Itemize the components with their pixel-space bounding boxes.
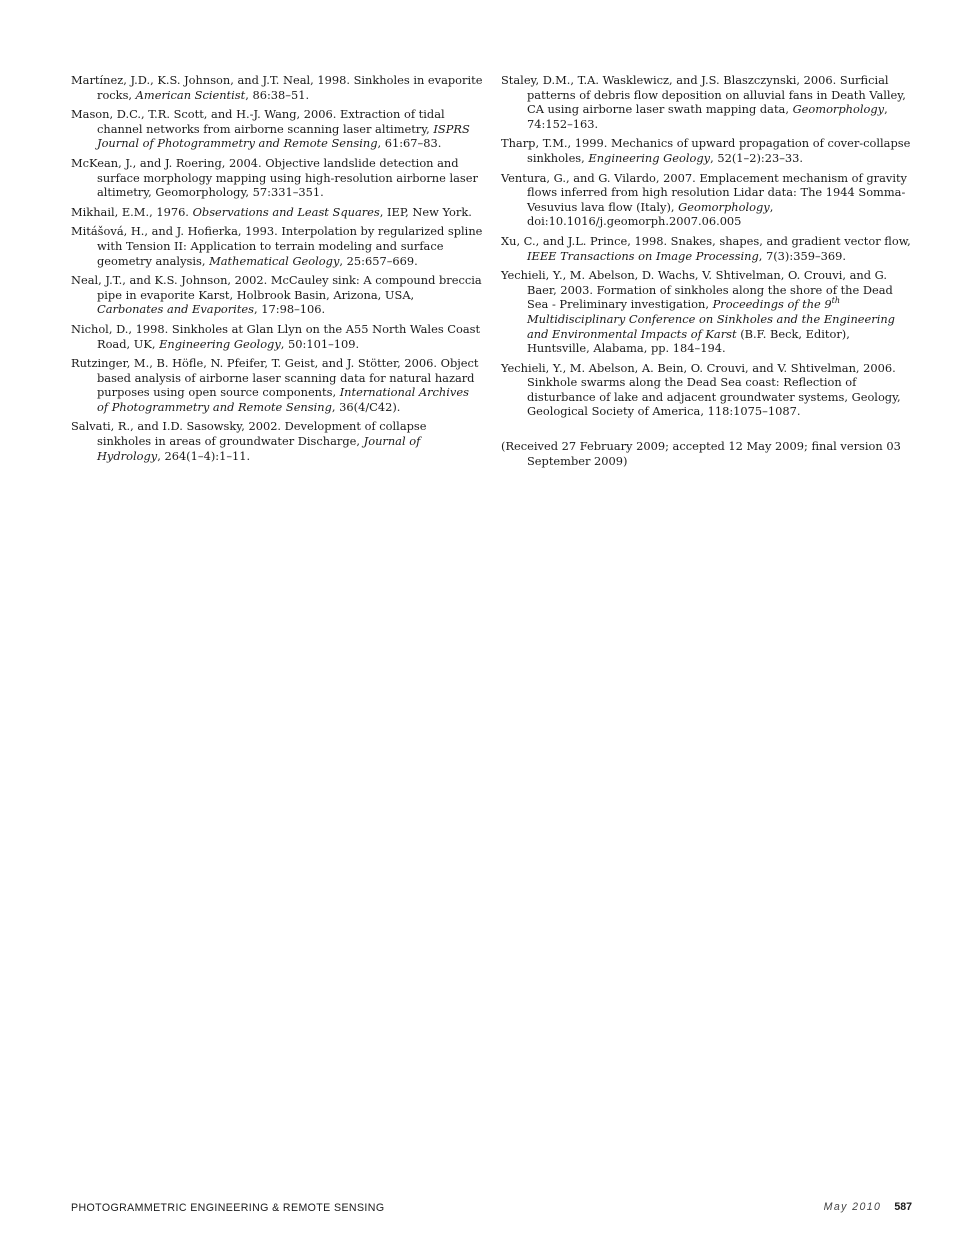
reference-italic-text: Observations and Least Squares — [192, 204, 380, 219]
reference-text: Rutzinger, M., B. Höfle, N. Pfeifer, T. Geist, and J. Stötter, 2006. Object based analysis of airborne laser scanning data for natural hazard purposes using open source components, — [71, 356, 479, 400]
reference-text: , 52(1–2):23–33. — [710, 150, 804, 165]
reference-entry — [71, 73, 483, 102]
reference-italic-text: Engineering Geology — [588, 150, 711, 165]
reference-italic-text: American Scientist — [135, 87, 246, 102]
reference-text: Martínez, J.D., K.S. Johnson, and J.T. Neal, 1998. Sinkholes in evaporite rocks, — [71, 73, 483, 102]
reference-italic-text: Engineering Geology — [159, 336, 281, 351]
reference-italic-text: International Archives of Photogrammetry and Remote Sensing — [97, 385, 469, 414]
reference-text: Xu, C., and J.L. Prince, 1998. Snakes, shapes, and gradient vector flow, — [501, 233, 911, 248]
reference-italic-text: IEEE Transactions on Image Processing — [527, 248, 759, 263]
reference-entry — [71, 273, 483, 317]
reference-italic-text: Mathematical Geology — [209, 253, 340, 268]
reference-text: , 61:67–83. — [377, 136, 442, 151]
reference-entry — [501, 361, 913, 419]
reference-text: , 36(4/C42). — [331, 399, 401, 414]
reference-text: , 17:98–106. — [254, 302, 326, 317]
reference-italic-text: Journal of Hydrology — [97, 434, 421, 463]
footer-page-number: 587 — [894, 1201, 912, 1213]
reference-text: Nichol, D., 1998. Sinkholes at Glan Llyn on the A55 North Wales Coast Road, UK, — [71, 321, 481, 351]
reference-italic-text: Geomorphology — [792, 102, 885, 117]
reference-italic-text: Carbonates and Evaporites — [97, 302, 254, 317]
reference-text: McKean, J., and J. Roering, 2004. Objective landslide detection and surface morphology mapping using high-resolution airborne laser altimetry, Geomorphology, 57:331–351. — [71, 155, 478, 200]
reference-entry — [71, 419, 483, 463]
reference-entry — [501, 136, 913, 165]
reference-entry — [71, 322, 483, 351]
reference-text: Mikhail, E.M., 1976. — [71, 204, 193, 219]
reference-italic-text: Proceedings of the 9 — [712, 297, 832, 312]
reference-text: Yechieli, Y., M. Abelson, A. Bein, O. Crouvi, and V. Shtivelman, 2006. Sinkhole swarms along the Dead Sea coast: Reflection of disturbance of lake and adjacent groundwater systems, Geology, Geological Society of America, 118:1075–1087. — [501, 360, 901, 419]
reference-italic-text: ISPRS Journal of Photogrammetry and Remote Sensing — [97, 121, 470, 151]
reference-text: , 7(3):359–369. — [758, 248, 847, 263]
reference-text: , 86:38–51. — [245, 87, 310, 102]
reference-entry — [71, 205, 483, 220]
reference-text: , IEP, New York. — [379, 204, 472, 219]
reference-text: Mason, D.C., T.R. Scott, and H.-J. Wang, 2006. Extraction of tidal channel networks from airborne scanning laser altimetry, — [71, 107, 445, 136]
footer-issue-date: May 2010 — [823, 1201, 882, 1213]
references-left-column — [71, 73, 483, 468]
reference-text: , 74:152–163. — [527, 102, 888, 131]
reference-text: Tharp, T.M., 1999. Mechanics of upward propagation of cover-collapse sinkholes, — [501, 136, 911, 165]
reference-entry — [71, 356, 483, 414]
reference-text: , doi:10.1016/j.geomorph.2007.06.005 — [527, 199, 774, 229]
reference-text: Ventura, G., and G. Vilardo, 2007. Emplacement mechanism of gravity flows inferred from high resolution Lidar data: The 1944 Somma-Vesuvius lava flow (Italy), — [501, 170, 907, 214]
reference-text: , 25:657–669. — [339, 253, 418, 268]
received-note: (Received 27 February 2009; accepted 12 May 2009; final version 03 September 2009) — [501, 439, 901, 468]
reference-italic-text: Geomorphology — [678, 199, 770, 214]
reference-text: , 264(1–4):1–11. — [157, 448, 251, 463]
reference-entry — [71, 156, 483, 200]
footer-journal-name: PHOTOGRAMMETRIC ENGINEERING & REMOTE SENSING — [71, 1202, 385, 1214]
reference-text: , 50:101–109. — [280, 336, 360, 351]
reference-entry — [501, 234, 913, 263]
reference-italic-text: Multidisciplinary Conference on Sinkholes and the Engineering and Environmental Impacts of Karst — [527, 311, 895, 341]
reference-text: Staley, D.M., T.A. Wasklewicz, and J.S. Blaszczynski, 2006. Surficial patterns of debris flow deposition on alluvial fans in Death Valley, CA using airborne laser swath mapping data, — [501, 73, 906, 117]
reference-entry — [71, 107, 483, 151]
reference-text: Yechieli, Y., M. Abelson, D. Wachs, V. Shtivelman, O. Crouvi, and G. Baer, 2003. Formation of sinkholes along the shore of the Dead Sea - Preliminary investigation, — [501, 268, 893, 312]
reference-text: (B.F. Beck, Editor), Huntsville, Alabama, pp. 184–194. — [527, 326, 850, 356]
footer-right — [824, 1201, 912, 1213]
reference-text: Mitášová, H., and J. Hofierka, 1993. Interpolation by regularized spline with Tension II: Application to terrain modeling and surface geometry analysis, — [71, 224, 483, 268]
reference-entry — [501, 73, 913, 131]
references-right-column — [501, 73, 913, 468]
reference-entry — [501, 171, 913, 229]
reference-entry — [71, 224, 483, 268]
reference-entry — [501, 268, 913, 356]
reference-text: Neal, J.T., and K.S. Johnson, 2002. McCauley sink: A compound breccia pipe in evaporite Karst, Holbrook Basin, Arizona, USA, — [71, 273, 482, 302]
reference-text: Salvati, R., and I.D. Sasowsky, 2002. Development of collapse sinkholes in areas of groundwater Discharge, — [71, 419, 427, 449]
reference-italic-text — [832, 297, 840, 306]
reference-superscript: th — [831, 296, 841, 306]
